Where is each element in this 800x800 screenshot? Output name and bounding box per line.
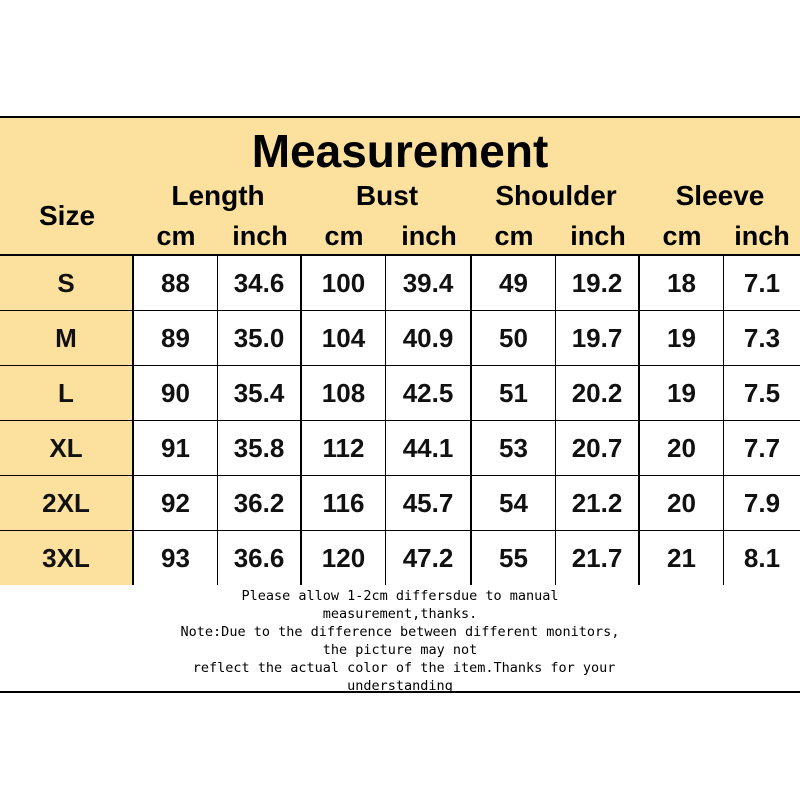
table-cell: 40.9 [386,311,472,365]
page-title: Measurement [251,125,549,177]
table-cell: 20 [640,421,724,475]
table-cell: 19 [640,311,724,365]
unit-header-inch: inch [734,221,790,251]
table-cell: 20.2 [556,366,640,420]
table-cell: 21.2 [556,476,640,530]
column-group-sleeve: Sleeve [675,180,765,211]
size-cell: M [0,311,134,365]
table-cell: 91 [134,421,218,475]
table-cell: 21.7 [556,531,640,585]
table-cell: 19 [640,366,724,420]
note-line: measurement,thanks. [322,606,478,622]
table-cell: 54 [472,476,556,530]
table-cell: 20 [640,476,724,530]
size-cell: 3XL [0,531,134,585]
table-cell: 20.7 [556,421,640,475]
table-cell: 53 [472,421,556,475]
table-cell: 42.5 [386,366,472,420]
unit-header-cm: cm [494,221,534,251]
notes-text [0,585,800,694]
table-cell: 120 [302,531,386,585]
table-cell: 50 [472,311,556,365]
table-cell: 7.7 [743,432,781,463]
table-cell: 35.0 [218,311,302,365]
table-cell: 7.3 [743,322,781,353]
size-rows [0,256,800,585]
table-cell: 108 [302,366,386,420]
size-cell: L [0,366,134,420]
table-cell: 35.4 [218,366,302,420]
table-row [0,256,800,311]
table-row [0,476,800,531]
table-row [0,531,800,585]
unit-header-cm: cm [662,221,702,251]
table-row [0,366,800,421]
table-cell: 35.8 [218,421,302,475]
table-cell: 36.2 [218,476,302,530]
table-cell: 7.9 [743,487,781,518]
table-cell: 51 [472,366,556,420]
table-cell: 19.7 [556,311,640,365]
table-cell: 116 [302,476,386,530]
table-cell: 7.5 [743,377,781,408]
unit-header-cm: cm [156,221,196,251]
size-cell: 2XL [0,476,134,530]
table-cell: 92 [134,476,218,530]
table-row [0,421,800,476]
column-group-bust: Bust [355,180,419,211]
table-cell: 47.2 [386,531,472,585]
table-cell: 21 [640,531,724,585]
unit-header-inch: inch [570,221,626,251]
note-line: the picture may not [322,642,478,658]
note-line: reflect the actual color of the item.Thanks for your [184,660,616,676]
table-cell: 39.4 [386,256,472,310]
table-cell: 88 [134,256,218,310]
table-cell: 45.7 [386,476,472,530]
note-line: Please allow 1-2cm differsdue to manual [241,588,559,604]
note-line: understanding [347,678,453,694]
unit-header-inch: inch [401,221,457,251]
table-cell: 93 [134,531,218,585]
table-cell: 89 [134,311,218,365]
table-cell: 104 [302,311,386,365]
table-cell: 90 [134,366,218,420]
table-row [0,311,800,366]
table-cell: 19.2 [556,256,640,310]
table-header [0,118,800,256]
table-cell: 100 [302,256,386,310]
table-cell: 18 [640,256,724,310]
note-line: Note:Due to the difference between different monitors, [180,624,620,640]
size-cell: XL [0,421,134,475]
table-cell: 44.1 [386,421,472,475]
table-cell: 112 [302,421,386,475]
column-group-shoulder: Shoulder [495,180,617,211]
size-column-header: Size [38,200,96,231]
unit-header-inch: inch [232,221,288,251]
table-cell: 7.1 [743,267,781,298]
size-chart [0,116,800,693]
table-cell: 36.6 [218,531,302,585]
table-cell: 49 [472,256,556,310]
size-cell: S [0,256,134,310]
table-cell: 8.1 [743,542,781,573]
table-cell: 55 [472,531,556,585]
column-group-length: Length [171,180,265,211]
table-cell: 34.6 [218,256,302,310]
unit-header-cm: cm [324,221,364,251]
